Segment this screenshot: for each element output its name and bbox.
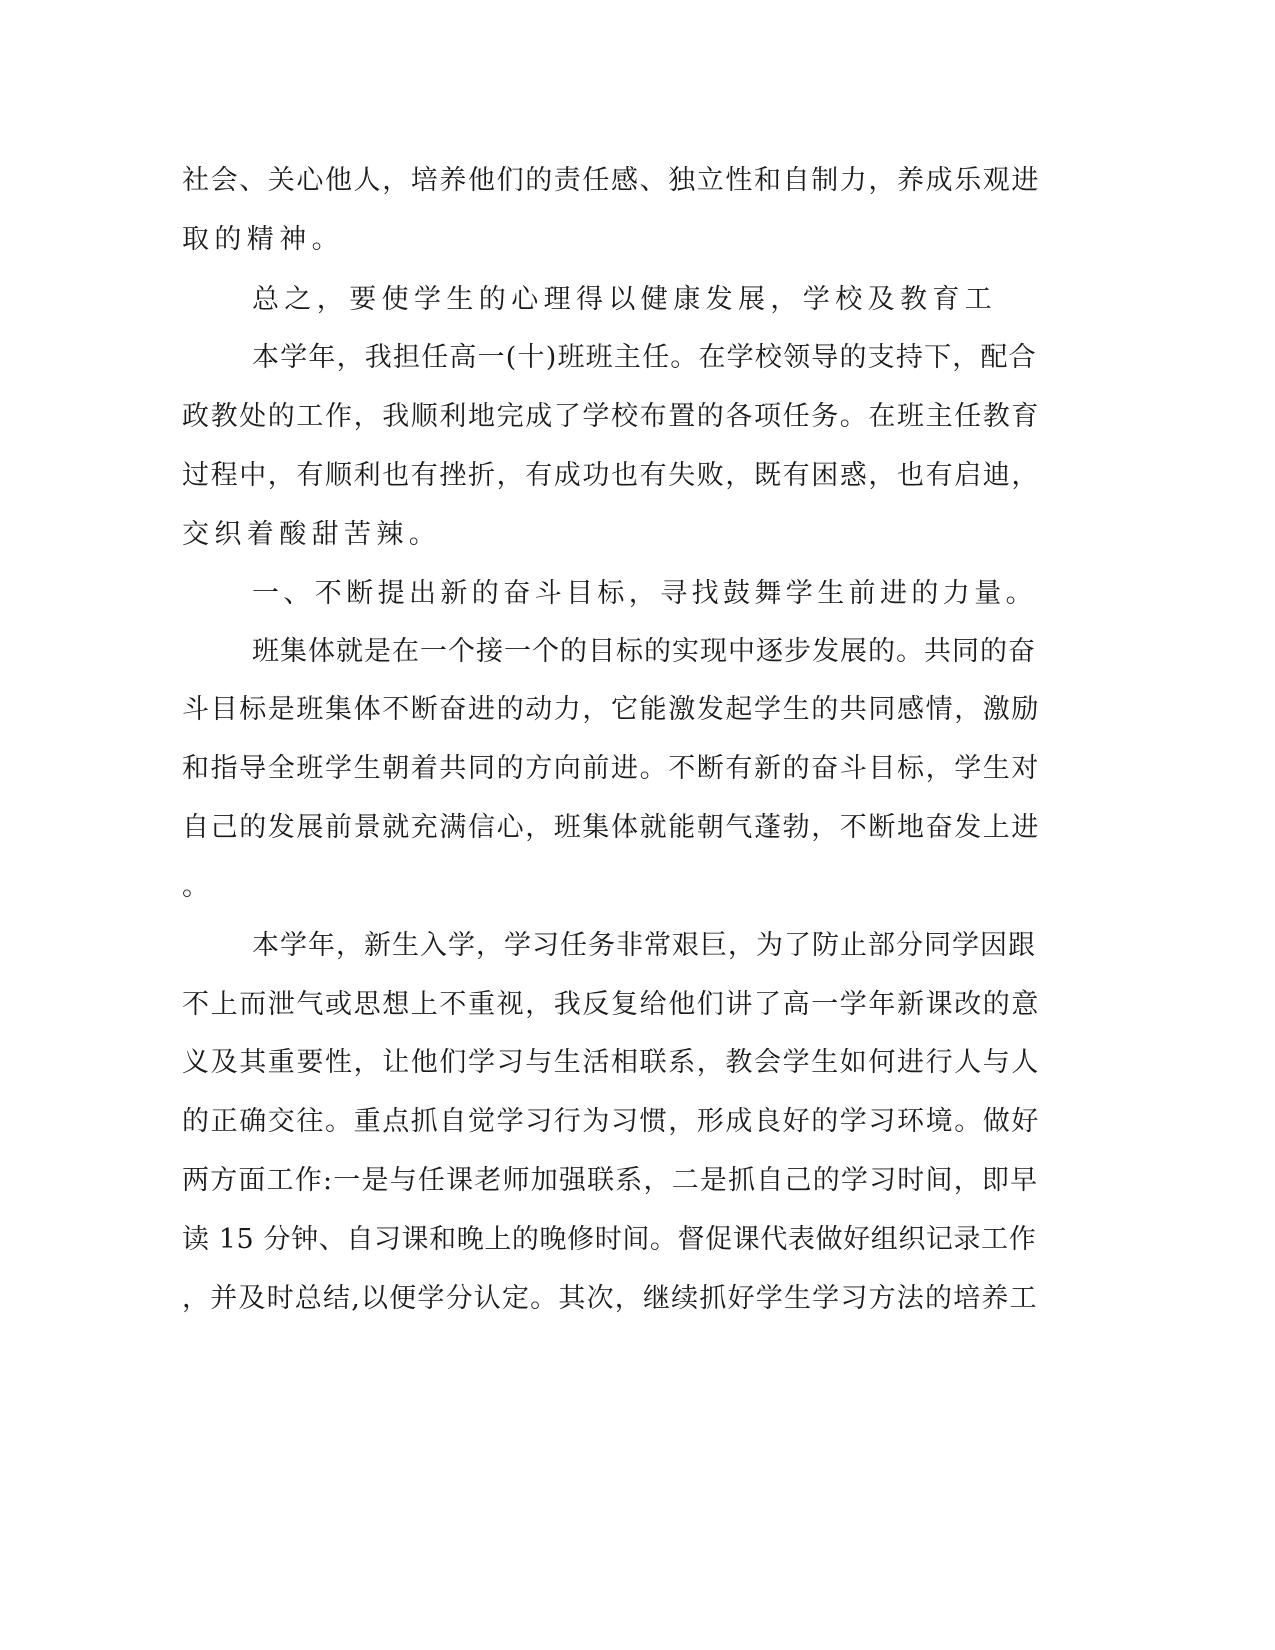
text-line: 总之，要使学生的心理得以健康发展，学校及教育工 xyxy=(252,284,998,315)
text-line: 社会、关心他人，培养他们的责任感、独立性和自制力，养成乐观进 xyxy=(182,165,1040,196)
text-line: 和指导全班学生朝着共同的方向前进。不断有新的奋斗目标，学生对 xyxy=(182,753,1040,784)
text-line: 斗目标是班集体不断奋进的动力，它能激发起学生的共同感情，激励 xyxy=(182,694,1040,725)
text-line: 。 xyxy=(182,871,215,902)
text-line: 班集体就是在一个接一个的目标的实现中逐步发展的。共同的奋 xyxy=(252,636,1036,667)
text-line: 一、不断提出新的奋斗目标，寻找鼓舞学生前进的力量。 xyxy=(252,578,1037,609)
text-line: 的正确交往。重点抓自觉学习行为习惯，形成良好的学习环境。做好 xyxy=(182,1106,1040,1137)
text-line: 交织着酸甜苦辣。 xyxy=(182,519,442,550)
text-line: 本学年，新生入学，学习任务非常艰巨，为了防止部分同学因跟 xyxy=(252,930,1036,961)
text-line: 过程中，有顺利也有挫折，有成功也有失败，既有困惑，也有启迪， xyxy=(182,460,1040,491)
text-line: 自己的发展前景就充满信心，班集体就能朝气蓬勃，不断地奋发上进 xyxy=(182,812,1040,843)
text-line: 不上而泄气或思想上不重视，我反复给他们讲了高一学年新课改的意 xyxy=(182,989,1040,1020)
text-line: 两方面工作:一是与任课老师加强联系，二是抓自己的学习时间，即早 xyxy=(182,1165,1039,1196)
text-line: 义及其重要性，让他们学习与生活相联系，教会学生如何进行人与人 xyxy=(182,1047,1040,1078)
text-line: 政教处的工作，我顺利地完成了学校布置的各项任务。在班主任教育 xyxy=(182,401,1040,432)
text-line: 取的精神。 xyxy=(182,224,344,255)
text-line: 读 15 分钟、自习课和晚上的晚修时间。督促课代表做好组织记录工作 xyxy=(182,1224,1037,1255)
text-line: ，并及时总结,以便学分认定。其次，继续抓好学生学习方法的培养工 xyxy=(182,1283,1038,1314)
text-line: 本学年，我担任高一(十)班班主任。在学校领导的支持下，配合 xyxy=(252,342,1037,373)
